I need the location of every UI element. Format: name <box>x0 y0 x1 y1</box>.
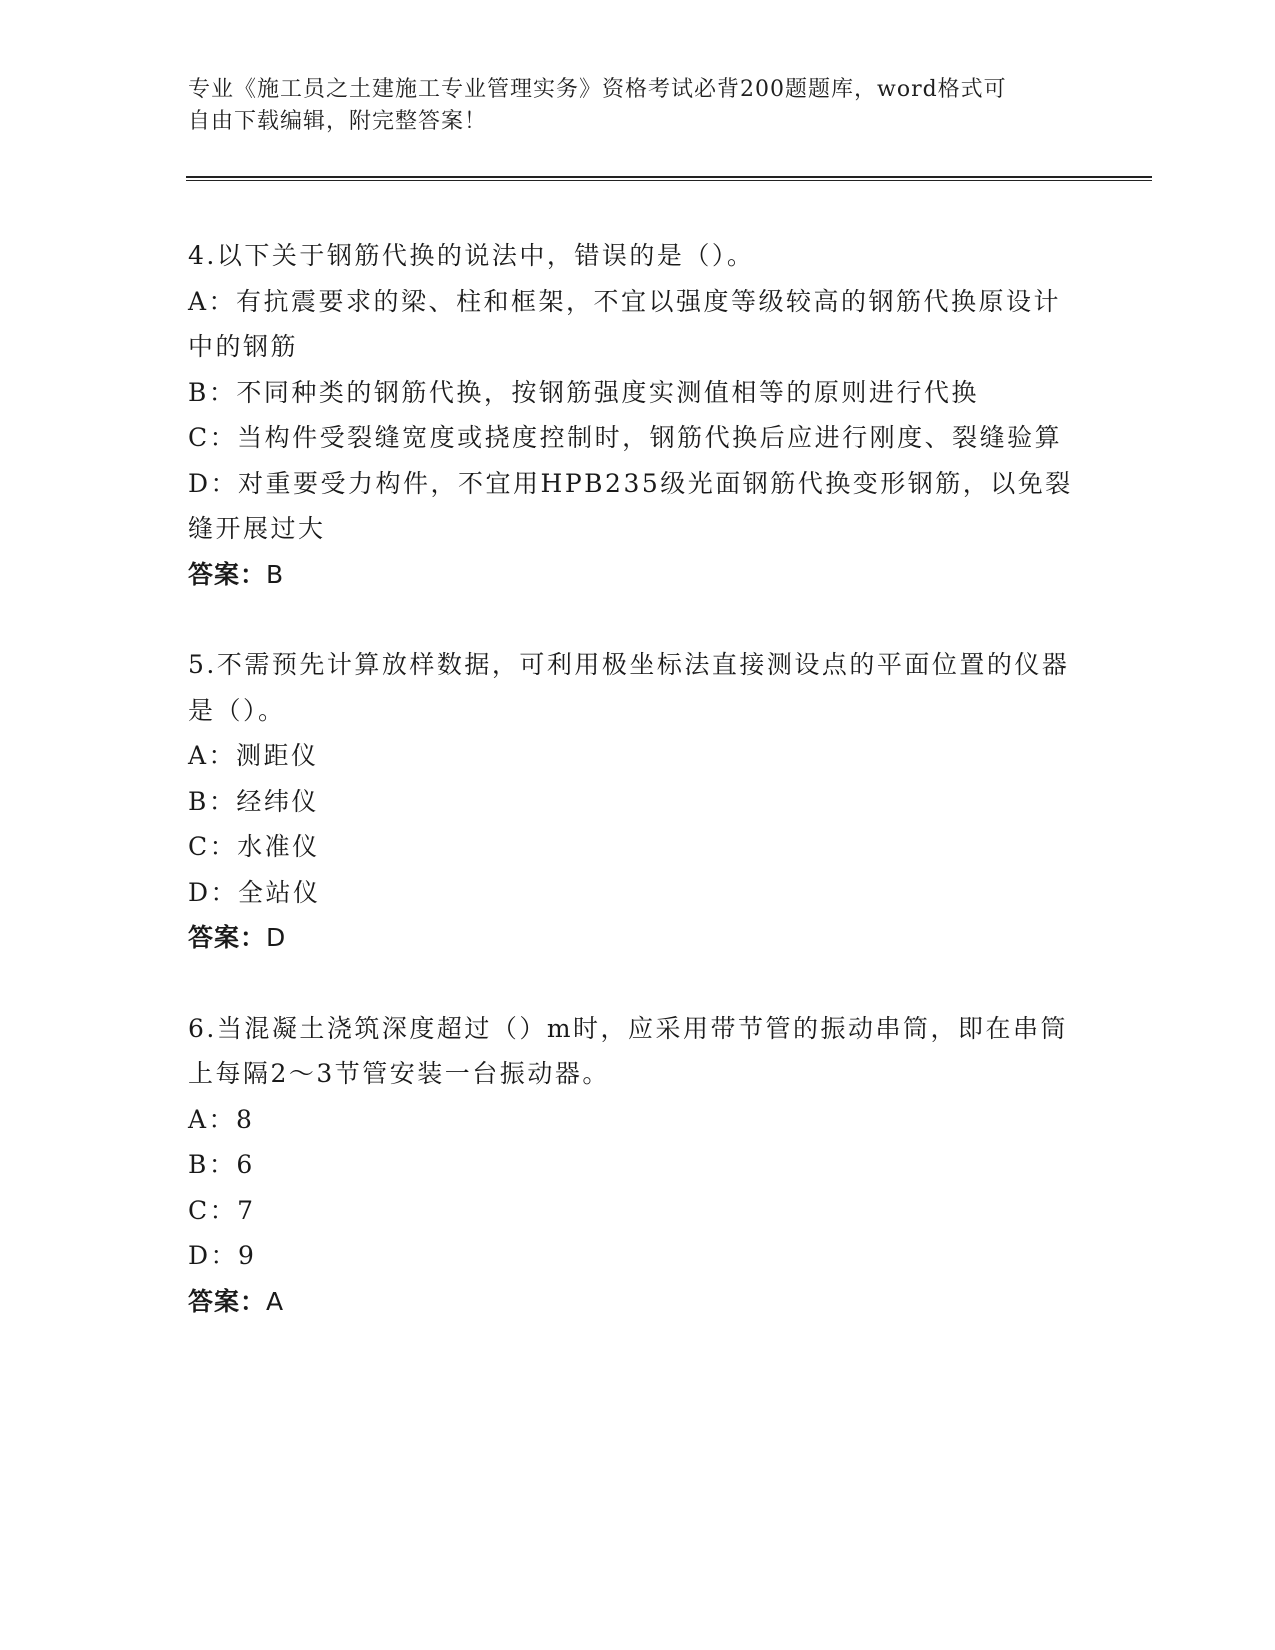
option-d: D：对重要受力构件，不宜用HPB235级光面钢筋代换变形钢筋，以免裂缝开展过大 <box>188 468 1073 543</box>
answer-value: B <box>266 559 285 589</box>
question-6 <box>188 1006 1078 1325</box>
option-c: C：当构件受裂缝宽度或挠度控制时，钢筋代换后应进行刚度、裂缝验算 <box>188 423 1063 452</box>
option-a: A：测距仪 <box>188 741 319 770</box>
answer-line <box>188 1279 1078 1325</box>
question-stem: 4.以下关于钢筋代换的说法中，错误的是（）。 <box>188 241 755 270</box>
option-b: B：不同种类的钢筋代换，按钢筋强度实测值相等的原则进行代换 <box>188 377 979 407</box>
question-4 <box>188 233 1078 597</box>
option-c: C：7 <box>188 1195 256 1225</box>
header-divider <box>186 176 1152 181</box>
answer-label: 答案： <box>188 1286 267 1316</box>
option-b: B：6 <box>188 1150 255 1179</box>
answer-line <box>188 552 1078 598</box>
answer-label: 答案： <box>188 923 267 952</box>
option-d: D：9 <box>188 1241 257 1270</box>
question-5 <box>188 642 1078 961</box>
answer-value: D <box>266 923 287 952</box>
option-a: A：有抗震要求的梁、柱和框架，不宜以强度等级较高的钢筋代换原设计中的钢筋 <box>188 286 1062 361</box>
answer-label: 答案： <box>188 559 267 589</box>
header-line-1: 专业《施工员之土建施工专业管理实务》资格考试必背200题题库，word格式可 <box>188 77 1007 102</box>
header-line-2: 自由下载编辑，附完整答案！ <box>188 109 488 134</box>
option-b: B：经纬仪 <box>188 786 319 816</box>
answer-line <box>188 915 1078 961</box>
question-stem: 6.当混凝土浇筑深度超过（）m时，应采用带节管的振动串筒，即在串筒上每隔2～3节管安装一台振动器。 <box>188 1013 1069 1088</box>
option-d: D：全站仪 <box>188 877 321 907</box>
document-header <box>188 74 1068 138</box>
question-list <box>188 233 1078 1324</box>
option-a: A：8 <box>188 1104 255 1134</box>
answer-value: A <box>266 1286 285 1316</box>
option-c: C：水准仪 <box>188 832 320 861</box>
question-stem: 5.不需预先计算放样数据，可利用极坐标法直接测设点的平面位置的仪器是（）。 <box>188 650 1070 725</box>
